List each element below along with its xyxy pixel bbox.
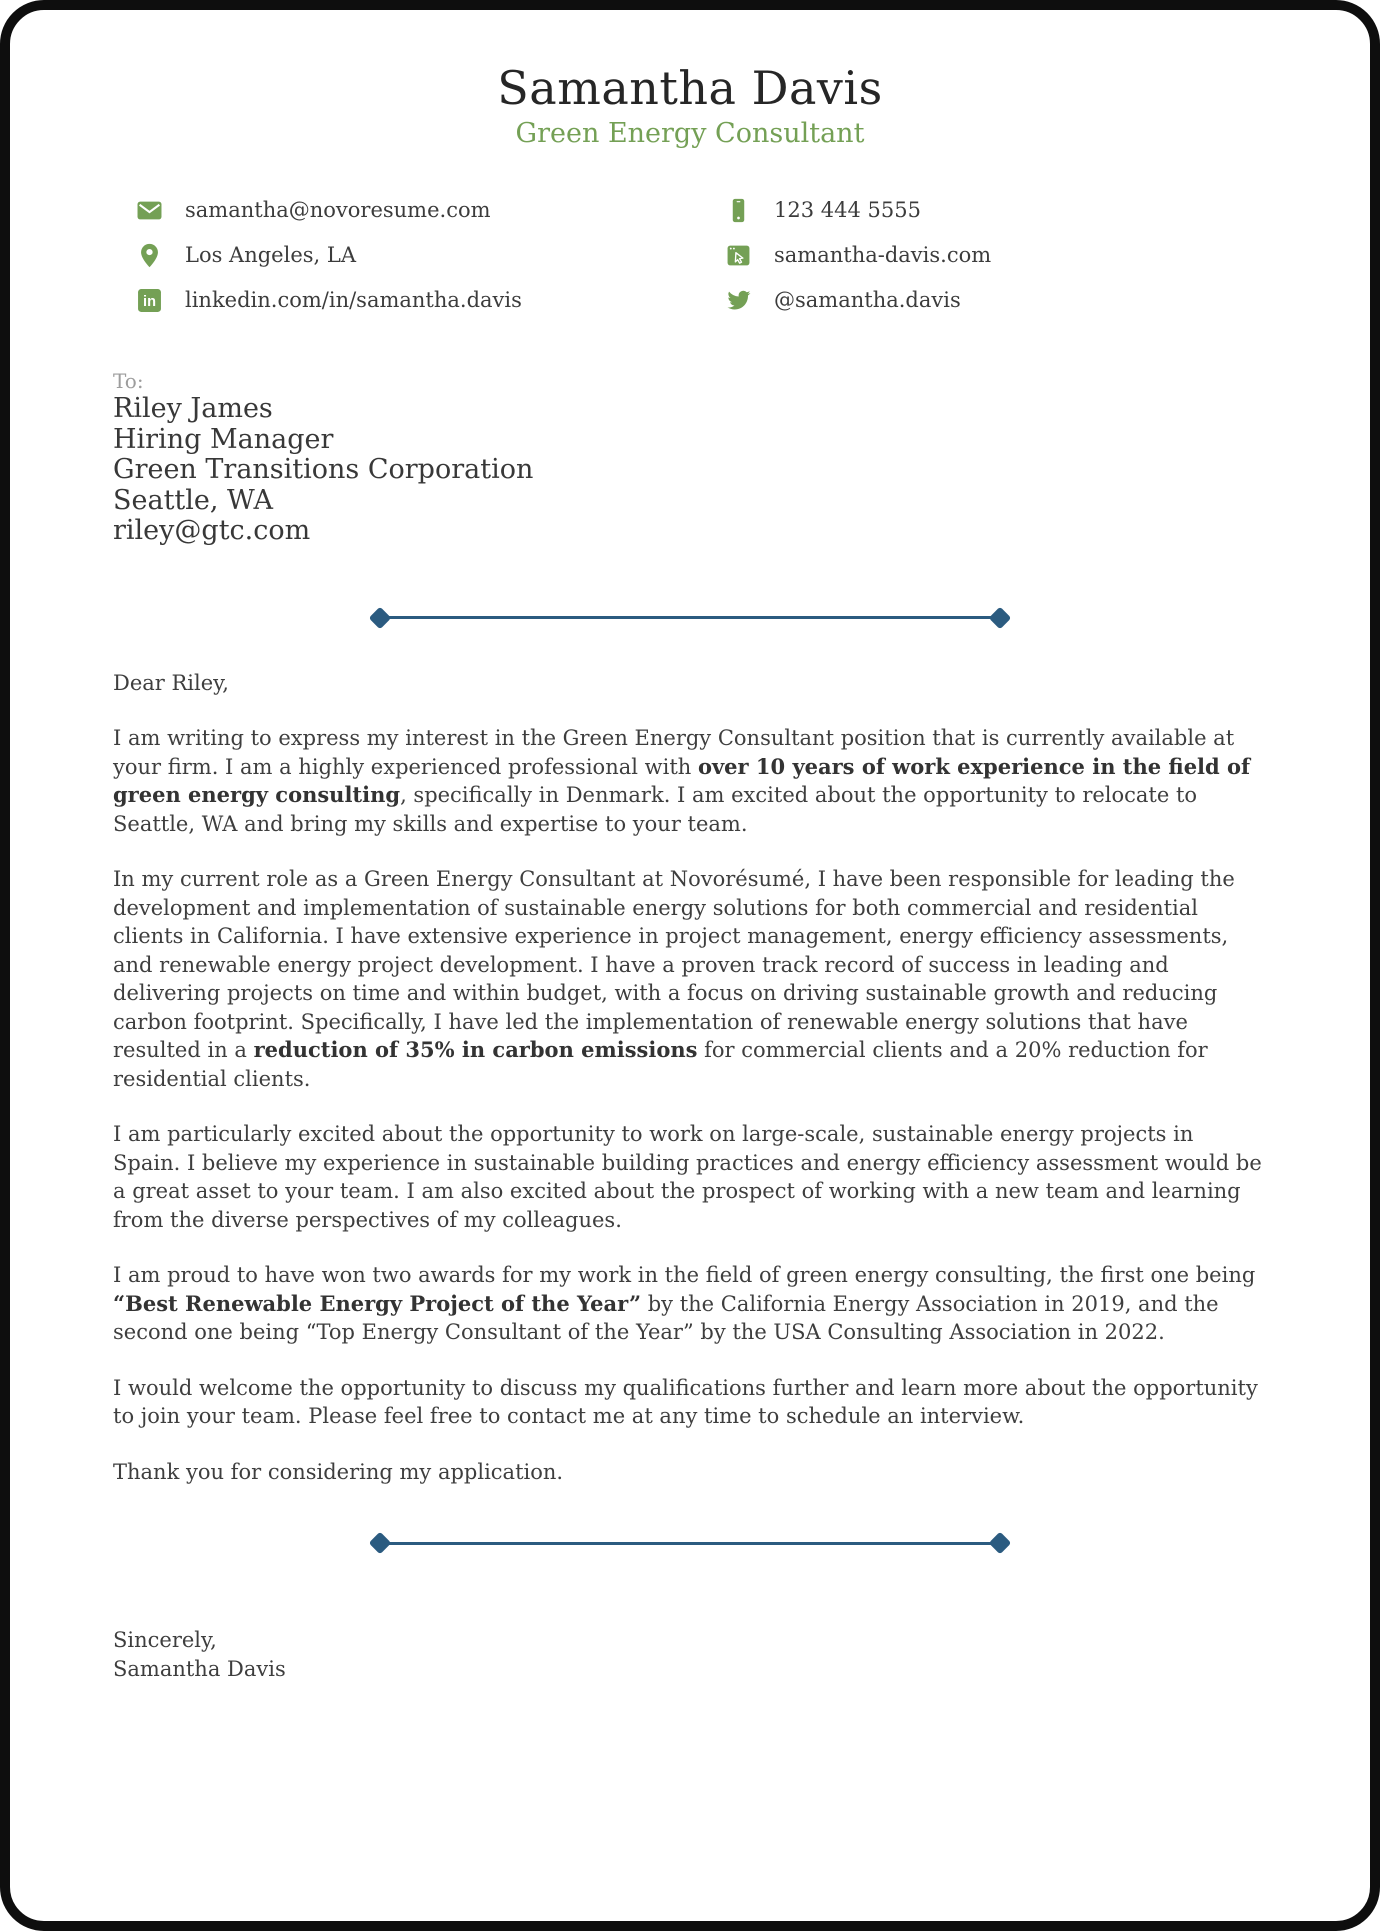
closing-block <box>113 1626 1267 1683</box>
recipient-to-label: To: <box>113 369 144 394</box>
contact-email <box>113 194 690 226</box>
signature-name: Samantha Davis <box>113 1656 286 1681</box>
paragraph-5-text: I would welcome the opportunity to discuss my qualifications further and learn more about the opportunity to join your team. Please feel free to contact me at any time to schedule an interview. <box>113 1375 1258 1429</box>
location-pin-icon <box>137 243 162 268</box>
contact-linkedin <box>113 284 690 316</box>
divider-line <box>384 616 996 619</box>
contact-website <box>690 239 1267 271</box>
closing-text: Sincerely, <box>113 1628 217 1653</box>
recipient-block <box>113 368 1267 547</box>
recipient-location: Seattle, WA <box>113 484 273 516</box>
section-divider-top <box>372 609 1008 627</box>
paragraph-6 <box>113 1458 1267 1487</box>
recipient-name: Riley James <box>113 393 273 425</box>
recipient-email: riley@gtc.com <box>113 515 311 547</box>
paragraph-4-text-after: by the California Energy Association in 2019, and the second one being “Top Energy Consultant of the Year” by the USA Consulting Association in 2022. <box>113 1291 1219 1345</box>
contact-location <box>113 239 690 271</box>
paragraph-1-text-after: , specifically in Denmark. I am excited about the opportunity to relocate to Seattle, WA and bring my skills and expertise to your team. <box>113 783 1198 836</box>
paragraph-2 <box>113 865 1267 1093</box>
twitter-bird-icon <box>726 288 751 313</box>
paragraph-4-text: I am proud to have won two awards for my work in the field of green energy consulting, the first one being <box>113 1263 1256 1288</box>
paragraph-4-bold: “Best Renewable Energy Project of the Year” <box>113 1290 642 1316</box>
diamond-left-icon <box>369 606 392 629</box>
section-divider-bottom <box>372 1534 1008 1552</box>
diamond-right-icon <box>989 606 1012 629</box>
recipient-title: Hiring Manager <box>113 423 334 455</box>
paragraph-2-bold: reduction of 35% in carbon emissions <box>253 1037 698 1063</box>
paragraph-2-text-after: for commercial clients and a 20% reduction for residential clients. <box>113 1038 1208 1091</box>
linkedin-icon <box>137 288 162 313</box>
contact-email-text: samantha@novoresume.com <box>185 198 491 223</box>
paragraph-1-text: I am writing to express my interest in the Green Energy Consultant position that is currently available at your firm. I am a highly experienced professional with <box>113 726 1235 779</box>
contact-location-text: Los Angeles, LA <box>185 243 356 268</box>
contact-phone-text: 123 444 5555 <box>774 198 921 223</box>
paragraph-1-bold: over 10 years of work experience in the field of green energy consulting <box>113 753 1251 808</box>
paragraph-3 <box>113 1120 1267 1234</box>
letter-body <box>113 669 1267 1487</box>
contact-linkedin-text: linkedin.com/in/samantha.davis <box>185 288 522 313</box>
divider-line <box>384 1542 996 1545</box>
paragraph-2-text: In my current role as a Green Energy Consultant at Novorésumé, I have been responsible for leading the development and implementation of sustainable energy solutions for both commercial and residential clients in California. I have extensive experience in project management, energy efficiency assessments, and renewable energy project development. I have a proven track record of success in leading and delivering projects on time and within budget, with a focus on driving sustainable growth and reducing carbon footprint. Specifically, I have led the implementation of renewable energy solutions that have resulted in a <box>113 867 1235 1063</box>
phone-icon <box>726 198 751 223</box>
contact-info <box>113 194 1267 316</box>
diamond-left-icon <box>369 1532 392 1555</box>
candidate-name: Samantha Davis <box>497 61 883 115</box>
website-icon <box>726 243 751 268</box>
recipient-company: Green Transitions Corporation <box>113 454 534 486</box>
candidate-role: Green Energy Consultant <box>515 117 865 149</box>
letter-header <box>113 62 1267 150</box>
diamond-right-icon <box>989 1532 1012 1555</box>
paragraph-5 <box>113 1374 1267 1431</box>
contact-website-text: samantha-davis.com <box>774 243 992 268</box>
paragraph-3-text: I am particularly excited about the opportunity to work on large-scale, sustainable energy projects in Spain. I believe my experience in sustainable building practices and energy efficiency assessment would be a great asset to your team. I am also excited about the prospect of working with a new team and learning from the diverse perspectives of my colleagues. <box>113 1122 1262 1232</box>
paragraph-6-text: Thank you for considering my application. <box>113 1459 564 1484</box>
salutation: Dear Riley, <box>113 670 229 695</box>
paragraph-1 <box>113 724 1267 838</box>
contact-twitter-text: @samantha.davis <box>774 288 961 313</box>
contact-phone <box>690 194 1267 226</box>
svg-text:in: in <box>143 294 156 311</box>
paragraph-4 <box>113 1261 1267 1347</box>
email-icon <box>137 198 162 223</box>
contact-twitter <box>690 284 1267 316</box>
